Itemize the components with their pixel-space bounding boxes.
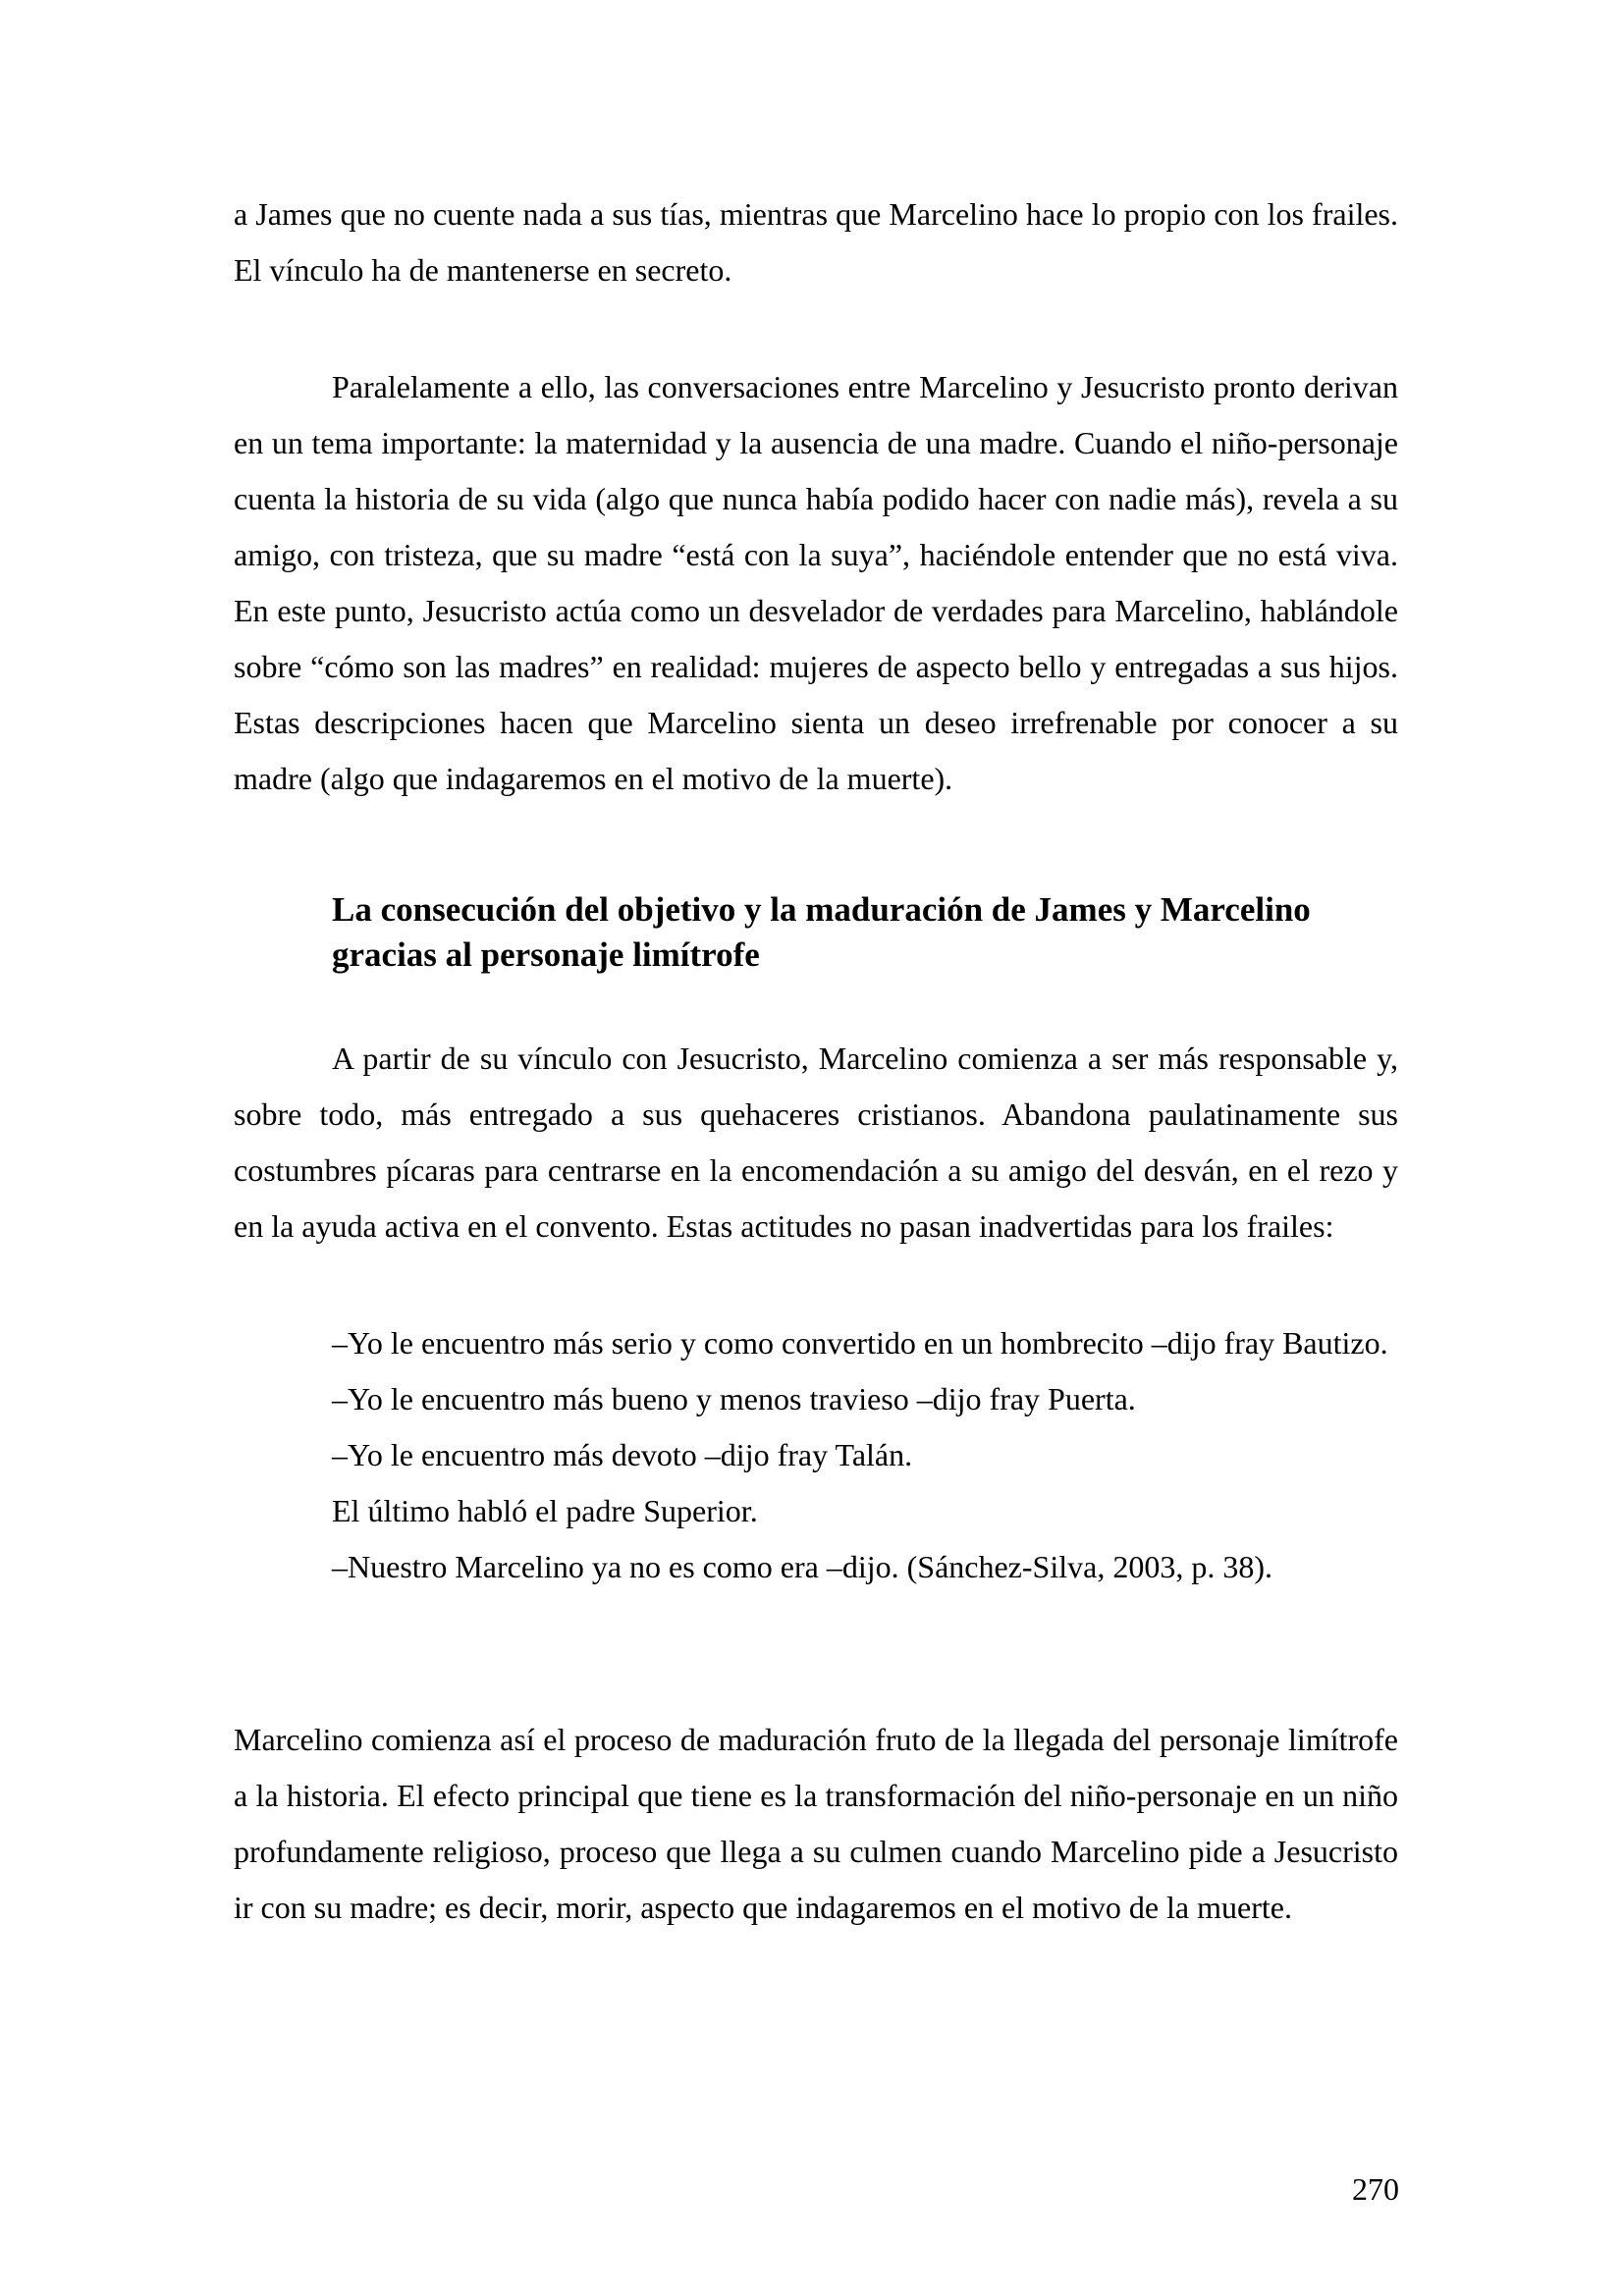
paragraph-continuation: a James que no cuente nada a sus tías, mientras que Marcelino hace lo propio con los frailes. El vínculo ha de mantenerse en secreto.	[234, 196, 1398, 288]
quote-line: –Yo le encuentro más bueno y menos travieso –dijo fray Puerta.	[332, 1381, 1136, 1416]
paragraph-responsibility: A partir de su vínculo con Jesucristo, Marcelino comienza a ser más responsable y, sobre todo, más entregado a sus quehaceres cristianos. Abandona paulatinamente sus costumbres pícaras para centrarse en la encomendación a su amigo del desván, en el rezo y en la ayuda activa en el convento. Estas actitudes no pasan inadvertidas para los frailes:	[234, 1041, 1398, 1244]
quote-line: –Yo le encuentro más serio y como convertido en un hombrecito –dijo fray Bautizo.	[332, 1325, 1388, 1361]
quote-line: –Nuestro Marcelino ya no es como era –dijo. (Sánchez-Silva, 2003, p. 38).	[332, 1549, 1272, 1584]
quote-line: El último habló el padre Superior.	[332, 1493, 758, 1528]
paragraph-maternity: Paralelamente a ello, las conversaciones entre Marcelino y Jesucristo pronto derivan en un tema importante: la maternidad y la ausencia de una madre. Cuando el niño-personaje cuenta la historia de su vida (algo que nunca había podido hacer con nadie más), revela a su amigo, con tristeza, que su madre “está con la suya”, haciéndole entender que no está viva. En este punto, Jesucristo actúa como un desvelador de verdades para Marcelino, hablándole sobre “cómo son las madres” en realidad: mujeres de aspecto bello y entregadas a sus hijos. Estas descripciones hacen que Marcelino sienta un deseo irrefrenable por conocer a su madre (algo que indagaremos en el motivo de la muerte).	[234, 369, 1398, 796]
quote-line: –Yo le encuentro más devoto –dijo fray Talán.	[332, 1437, 913, 1472]
section-heading: La consecución del objetivo y la maduración de James y Marcelino gracias al personaje limítrofe	[332, 890, 1311, 974]
block-quote	[332, 1315, 1398, 1595]
page-number: 270	[1352, 2171, 1399, 2207]
paragraph-maturation: Marcelino comienza así el proceso de maduración fruto de la llegada del personaje limítrofe a la historia. El efecto principal que tiene es la transformación del niño-personaje en un niño profundamente religioso, proceso que llega a su culmen cuando Marcelino pide a Jesucristo ir con su madre; es decir, morir, aspecto que indagaremos en el motivo de la muerte.	[234, 1722, 1398, 1925]
